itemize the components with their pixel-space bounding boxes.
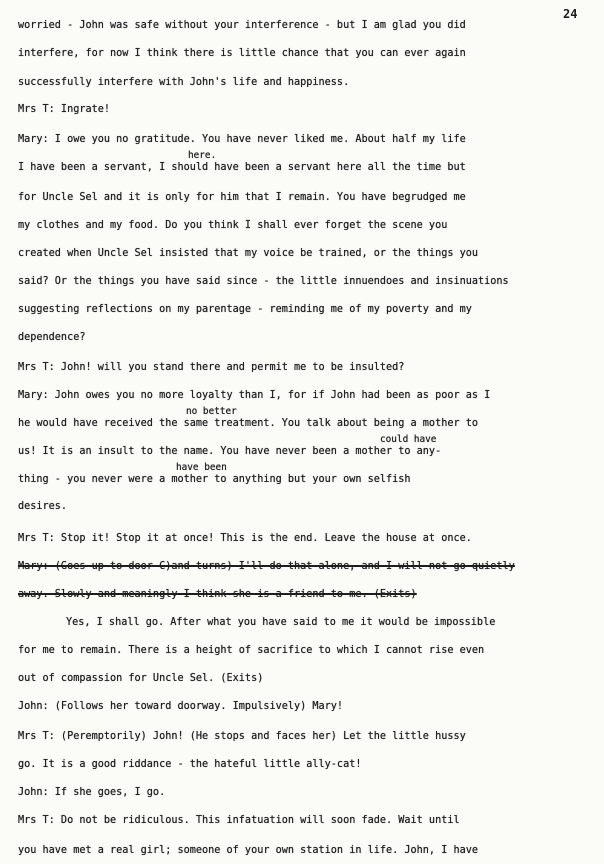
text-line: John: If she goes, I go. — [18, 787, 166, 798]
text-line: said? Or the things you have said since - the little innuendoes and insinuations — [18, 276, 509, 287]
text-line: go. It is a good riddance - the hateful little ally-cat! — [18, 759, 362, 770]
struck-text-line: away. Slowly and meaningly I think she is a friend to me. (Exits) — [18, 589, 417, 600]
text-line: successfully interfere with John's life and happiness. — [18, 77, 350, 88]
text-line: out of compassion for Uncle Sel. (Exits) — [18, 673, 264, 684]
handwritten-insertion: here. — [188, 150, 217, 161]
handwritten-insertion: have been — [176, 462, 227, 473]
text-line: he would have received the same treatment. You talk about being a mother to — [18, 418, 479, 429]
text-line: Mrs T: John! will you stand there and permit me to be insulted? — [18, 362, 405, 373]
handwritten-insertion: could have — [380, 434, 437, 445]
text-line: created when Uncle Sel insisted that my voice be trained, or the things you — [18, 248, 479, 259]
text-line: worried - John was safe without your interference - but I am glad you did — [18, 20, 466, 31]
text-line: interfere, for now I think there is little chance that you can ever again — [18, 48, 466, 59]
text-line: thing - you never were a mother to anything but your own selfish — [18, 474, 411, 485]
text-line: Mrs T: Ingrate! — [18, 104, 111, 115]
text-line: Mrs T: Do not be ridiculous. This infatuation will soon fade. Wait until — [18, 815, 460, 826]
text-line: Mrs T: (Peremptorily) John! (He stops and faces her) Let the little hussy — [18, 731, 466, 742]
text-line: John: (Follows her toward doorway. Impulsively) Mary! — [18, 701, 344, 712]
text-line: suggesting reflections on my parentage - reminding me of my poverty and my — [18, 304, 472, 315]
text-line: desires. — [18, 501, 68, 512]
text-line: us! It is an insult to the name. You have never been a mother to any- — [18, 446, 442, 457]
text-line: Mary: I owe you no gratitude. You have never liked me. About half my life — [18, 134, 466, 145]
text-line: for me to remain. There is a height of sacrifice to which I cannot rise even — [18, 645, 485, 656]
text-line: dependence? — [18, 332, 86, 343]
text-line: Mrs T: Stop it! Stop it at once! This is the end. Leave the house at once. — [18, 533, 472, 544]
text-line: I have been a servant, I should have been a servant here all the time but — [18, 162, 466, 173]
text-line: Yes, I shall go. After what you have said to me it would be impossible — [66, 617, 496, 628]
struck-text-line: Mary: (Goes up to door C)and turns) I'll do that alone, and I will not go quietly — [18, 561, 515, 572]
text-line: for Uncle Sel and it is only for him that I remain. You have begrudged me — [18, 192, 466, 203]
text-line: Mary: John owes you no more loyalty than I, for if John had been as poor as I — [18, 390, 491, 401]
text-line: you have met a real girl; someone of your own station in life. John, I have — [18, 845, 479, 856]
page-number: 24 — [563, 7, 578, 21]
text-line: my clothes and my food. Do you think I shall ever forget the scene you — [18, 220, 448, 231]
handwritten-insertion: no better — [186, 406, 237, 417]
